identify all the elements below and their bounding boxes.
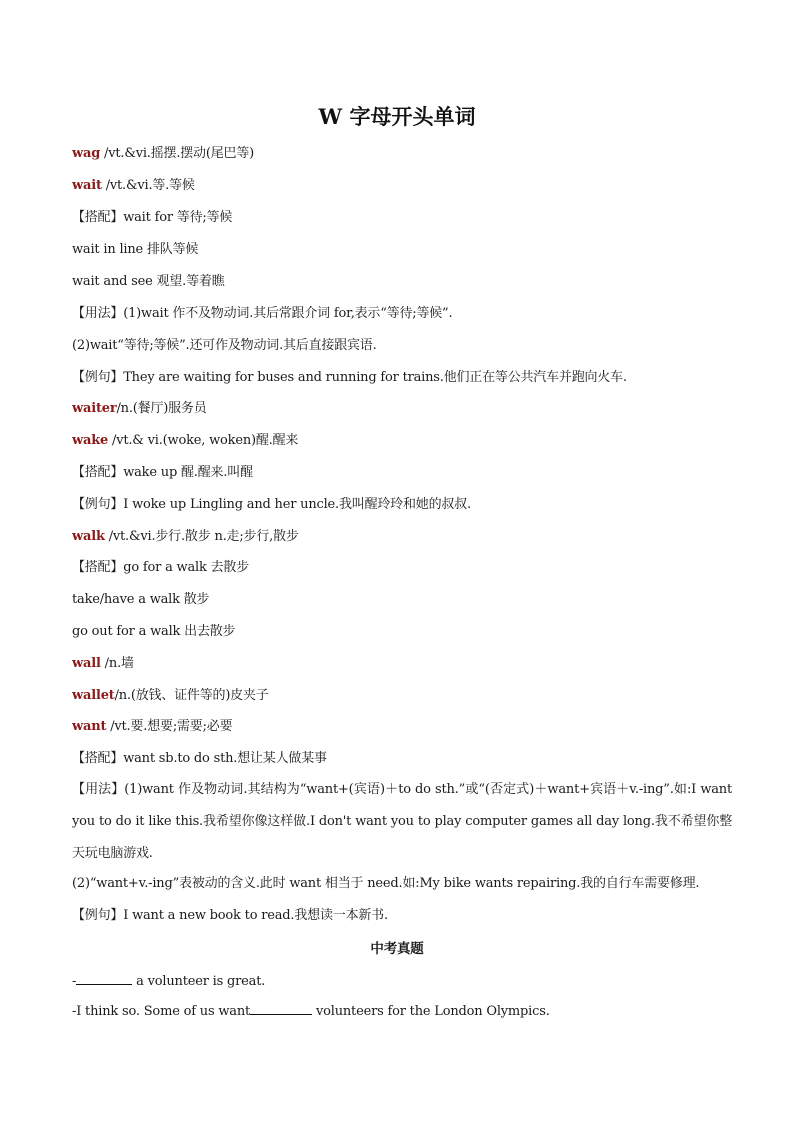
entry-line: 【搭配】go for a walk 去散步 [72, 560, 249, 575]
question-suffix-2: volunteers for the London Olympics. [312, 1004, 550, 1019]
section-heading: 中考真题 [370, 941, 424, 957]
headword: wait [72, 178, 102, 193]
entry-line: wait and see 观望.等着瞧 [72, 274, 225, 289]
headword-entry [72, 145, 732, 163]
headword-definition: /vt.&vi.等.等候 [101, 178, 195, 193]
headword: want [72, 719, 107, 734]
question-line-2 [72, 1002, 732, 1021]
headword: waiter [72, 401, 117, 416]
question-prefix-1: - [72, 974, 77, 989]
entry-line: go out for a walk 出去散步 [72, 624, 236, 639]
entry-line: 【搭配】want sb.to do sth.想让某人做某事 [72, 751, 327, 766]
headword: wallet [72, 688, 115, 703]
page-title: W 字母开头单词 [318, 104, 476, 129]
answer-blank-2[interactable] [250, 1002, 312, 1015]
headword: wake [72, 433, 109, 448]
usage-paragraph-want: 【用法】(1)want 作及物动词.其结构为“want+(宾语)＋to do sth.”或“(否定式)＋want+宾语＋v.-ing”.如:I want you to do it like this.我希望你像这样做.I don't want you to play computer games all day long.我不希望你整天玩电脑游戏. [72, 782, 732, 861]
headword-definition: /n.(放钱、证件等的)皮夹子 [114, 688, 269, 703]
headword-definition: /n.(餐厅)服务员 [116, 401, 207, 416]
headword-entry [72, 687, 732, 705]
headword: walk [72, 529, 105, 544]
question-suffix-1: a volunteer is great. [132, 974, 266, 989]
example-want: 【例句】I want a new book to read.我想读一本新书. [72, 908, 388, 923]
headword: wall [72, 656, 101, 671]
headword-entry [72, 655, 732, 673]
headword-definition: /vt.& vi.(woke, woken)醒.醒来 [108, 433, 299, 448]
headword-entry [72, 177, 732, 195]
headword-entry [72, 528, 732, 546]
entry-line: take/have a walk 散步 [72, 592, 210, 607]
entry-line: (2)wait“等待;等候”.还可作及物动词.其后直接跟宾语. [72, 338, 377, 353]
headword-entry [72, 718, 732, 736]
question-prefix-2: -I think so. Some of us want [72, 1004, 251, 1019]
entry-line: 【用法】(1)wait 作不及物动词.其后常跟介词 for,表示“等待;等候”. [72, 306, 453, 321]
headword-definition: /vt.&vi.步行.散步 n.走;步行,散步 [104, 529, 299, 544]
headword-entry [72, 400, 732, 418]
headword-definition: /vt.&vi.摇摆.摆动(尾巴等) [100, 146, 255, 161]
headword: wag [72, 146, 101, 161]
entry-line: 【例句】They are waiting for buses and running for trains.他们正在等公共汽车并跑向火车. [72, 370, 627, 385]
entry-line: 【搭配】wait for 等待;等候 [72, 210, 233, 225]
headword-entry [72, 432, 732, 450]
entry-line: 【例句】I woke up Lingling and her uncle.我叫醒玲玲和她的叔叔. [72, 497, 471, 512]
answer-blank-1[interactable] [76, 972, 132, 985]
question-line-1 [72, 972, 732, 991]
headword-definition: /vt.要.想要;需要;必要 [106, 719, 233, 734]
entry-line: wait in line 排队等候 [72, 242, 199, 257]
entry-line: 【搭配】wake up 醒.醒来.叫醒 [72, 465, 253, 480]
usage-2-want: (2)“want+v.-ing”表被动的含义.此时 want 相当于 need.如:My bike wants repairing.我的自行车需要修理. [72, 876, 700, 891]
headword-definition: /n.墙 [100, 656, 134, 671]
